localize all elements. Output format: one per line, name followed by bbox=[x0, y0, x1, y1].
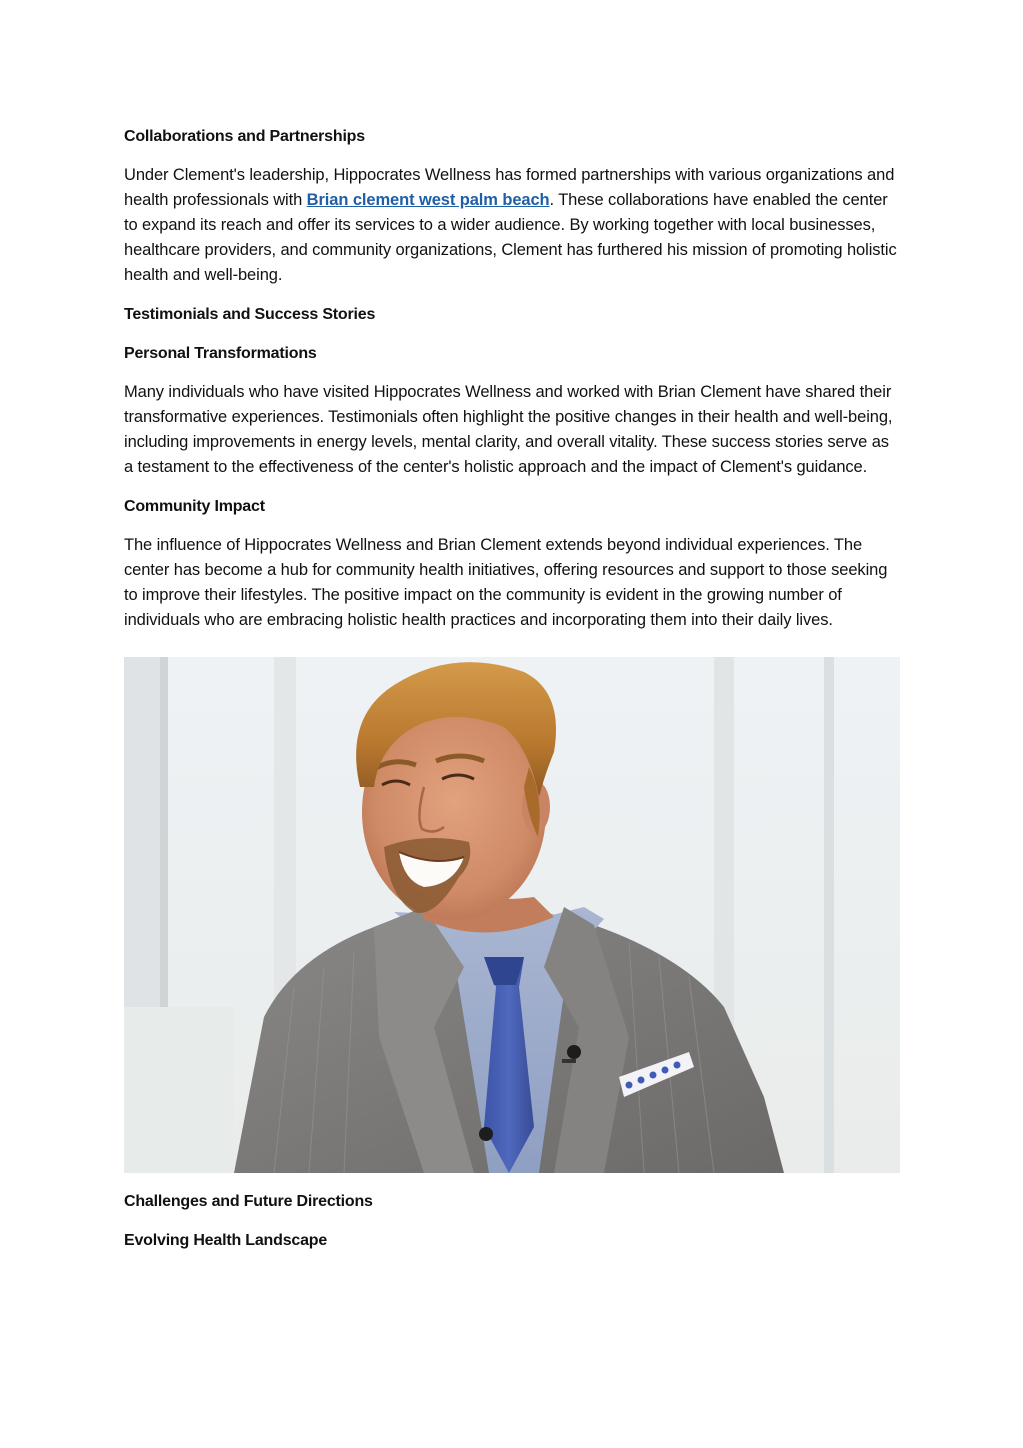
heading-personal-transformations: Personal Transformations bbox=[124, 345, 317, 362]
brian-clement-link[interactable]: Brian clement west palm beach bbox=[306, 191, 550, 209]
paragraph-community-impact: The influence of Hippocrates Wellness and Brian Clement extends beyond individual experiences. The center has become a hub for community health initiatives, offering resources and support to those seeking to improve their lifestyles. The positive impact on the community is evident in the growing number of individuals who are embracing holistic health practices and incorporating them into their daily lives. bbox=[124, 536, 888, 629]
heading-evolving-landscape: Evolving Health Landscape bbox=[124, 1232, 328, 1249]
heading-testimonials: Testimonials and Success Stories bbox=[124, 306, 376, 323]
heading-community-impact: Community Impact bbox=[124, 498, 265, 515]
portrait-illustration bbox=[124, 657, 900, 1173]
heading-challenges: Challenges and Future Directions bbox=[124, 1193, 373, 1210]
collab-text-after: . These collaborations have enabled the center to expand its reach and offer its services to a wider audience. By working together with local businesses, healthcare providers, and community organizations, Clement has furthered his mission of promoting holistic health and well-being. bbox=[124, 191, 897, 284]
document-page bbox=[124, 124, 900, 1267]
portrait-photo bbox=[124, 657, 900, 1173]
paragraph-collaborations bbox=[124, 163, 900, 288]
collab-text-before: Under Clement's leadership, Hippocrates Wellness has formed partnerships with various organizations and health professionals with bbox=[124, 166, 895, 209]
heading-collaborations: Collaborations and Partnerships bbox=[124, 128, 365, 145]
paragraph-personal-transformations: Many individuals who have visited Hippocrates Wellness and worked with Brian Clement have shared their transformative experiences. Testimonials often highlight the positive changes in their health and well-being, including improvements in energy levels, mental clarity, and overall vitality. These success stories serve as a testament to the effectiveness of the center's holistic approach and the impact of Clement's guidance. bbox=[124, 383, 893, 476]
